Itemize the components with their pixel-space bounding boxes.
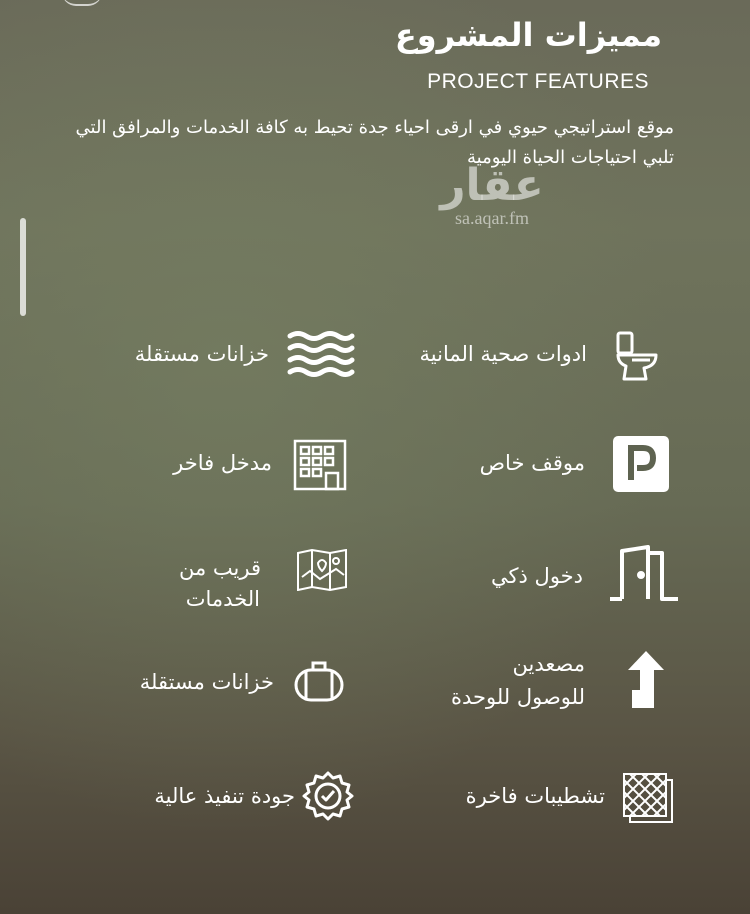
feature-sanitary-label: ادوات صحية المانية xyxy=(419,342,587,366)
scroll-indicator[interactable] xyxy=(20,218,26,316)
tank-icon xyxy=(290,660,348,704)
feature-entrance-label: مدخل فاخر xyxy=(173,451,272,475)
building-icon xyxy=(293,439,347,491)
feature-elevators-line1: مصعدين xyxy=(512,652,585,676)
water-waves-icon xyxy=(287,330,355,380)
feature-elevators-line2: للوصول للوحدة xyxy=(450,685,585,709)
logo-fragment xyxy=(62,0,102,6)
project-description: موقع استراتيجي حيوي في ارقى احياء جدة تحيط به كافة الخدمات والمرافق التي تلبي احتياجات الحياة اليومية xyxy=(75,117,674,168)
watermark xyxy=(432,160,552,229)
watermark-url: sa.aqar.fm xyxy=(455,208,529,228)
feature-quality-label: جودة تنفيذ عالية xyxy=(154,784,295,808)
feature-smart-entry-label: دخول ذكي xyxy=(491,564,583,588)
parking-icon xyxy=(613,436,669,492)
feature-parking-label: موقف خاص xyxy=(479,451,585,475)
map-icon xyxy=(296,549,348,591)
page-subtitle: PROJECT FEATURES xyxy=(427,70,649,93)
toilet-icon xyxy=(612,330,662,382)
page-title: مميزات المشروع xyxy=(394,16,662,54)
door-icon xyxy=(608,545,682,603)
quality-badge-icon xyxy=(302,770,354,822)
feature-tanks-water-label: خزانات مستقلة xyxy=(134,342,269,366)
feature-near-services-line1: قريب من xyxy=(178,556,261,580)
feature-near-services-line2: الخدمات xyxy=(185,587,260,611)
watermark-logo: عقار xyxy=(440,160,544,211)
feature-finishing-label: تشطيبات فاخرة xyxy=(465,784,605,808)
elevator-arrow-icon xyxy=(626,650,666,710)
tiles-icon xyxy=(622,772,674,824)
feature-tanks-fuel-label: خزانات مستقلة xyxy=(139,670,274,694)
